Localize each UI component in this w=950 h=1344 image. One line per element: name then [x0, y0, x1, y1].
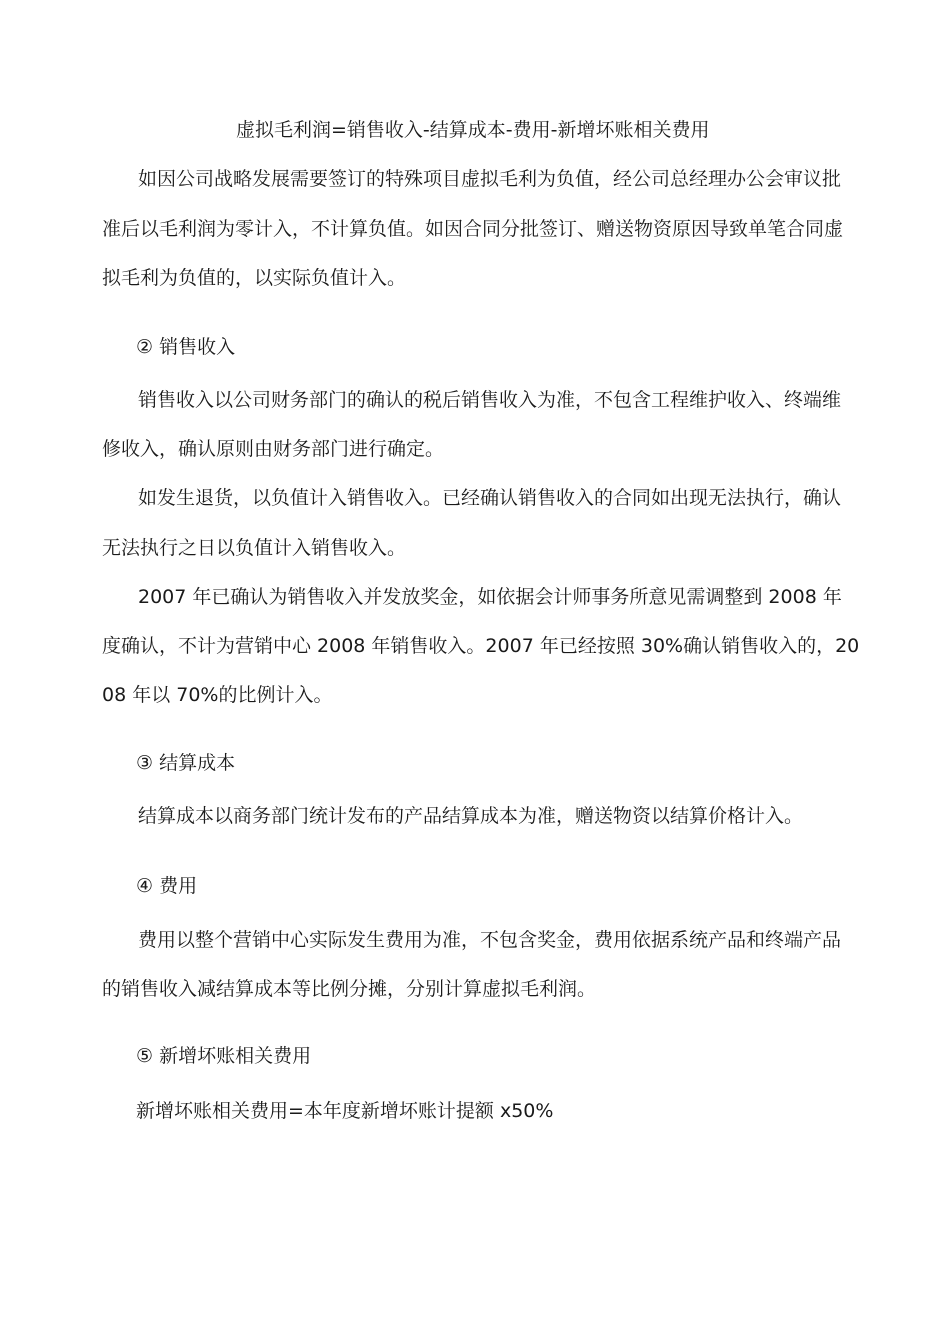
paragraph-2007-line-1: 2007 年已确认为销售收入并发放奖金，如依据会计师事务所意见需调整到 2008 年 — [138, 586, 842, 608]
paragraph-negative-value-line-1: 如因公司战略发展需要签订的特殊项目虚拟毛利为负值，经公司总经理办公会审议批 — [138, 168, 842, 190]
formula-bad-debt: 新增坏账相关费用=本年度新增坏账计提额 x50% — [136, 1100, 554, 1122]
paragraph-settlement-cost: 结算成本以商务部门统计发布的产品结算成本为准，赠送物资以结算价格计入。 — [138, 805, 804, 827]
paragraph-expenses-line-2: 的销售收入减结算成本等比例分摊，分别计算虚拟毛利润。 — [102, 978, 597, 1000]
heading-expenses: ④ 费用 — [136, 875, 198, 897]
paragraph-returns-line-2: 无法执行之日以负值计入销售收入。 — [102, 537, 407, 559]
paragraph-expenses-line-1: 费用以整个营销中心实际发生费用为准，不包含奖金，费用依据系统产品和终端产品 — [138, 929, 842, 951]
paragraph-sales-revenue-line-1: 销售收入以公司财务部门的确认的税后销售收入为准，不包含工程维护收入、终端维 — [138, 389, 842, 411]
paragraph-2007-line-2: 度确认，不计为营销中心 2008 年销售收入。2007 年已经按照 30%确认销售收入的，20 — [102, 635, 860, 657]
paragraph-2007-line-3: 08 年以 70%的比例计入。 — [102, 684, 333, 706]
paragraph-negative-value-line-3: 拟毛利为负值的，以实际负值计入。 — [102, 267, 407, 289]
paragraph-sales-revenue-line-2: 修收入，确认原则由财务部门进行确定。 — [102, 438, 445, 460]
heading-bad-debt: ⑤ 新增坏账相关费用 — [136, 1045, 312, 1067]
paragraph-returns-line-1: 如发生退货，以负值计入销售收入。已经确认销售收入的合同如出现无法执行，确认 — [138, 487, 842, 509]
paragraph-negative-value-line-2: 准后以毛利润为零计入，不计算负值。如因合同分批签订、赠送物资原因导致单笔合同虚 — [102, 218, 844, 240]
heading-settlement-cost: ③ 结算成本 — [136, 752, 236, 774]
heading-sales-revenue: ② 销售收入 — [136, 336, 236, 358]
formula-virtual-gross-profit: 虚拟毛利润=销售收入-结算成本-费用-新增坏账相关费用 — [236, 119, 710, 141]
